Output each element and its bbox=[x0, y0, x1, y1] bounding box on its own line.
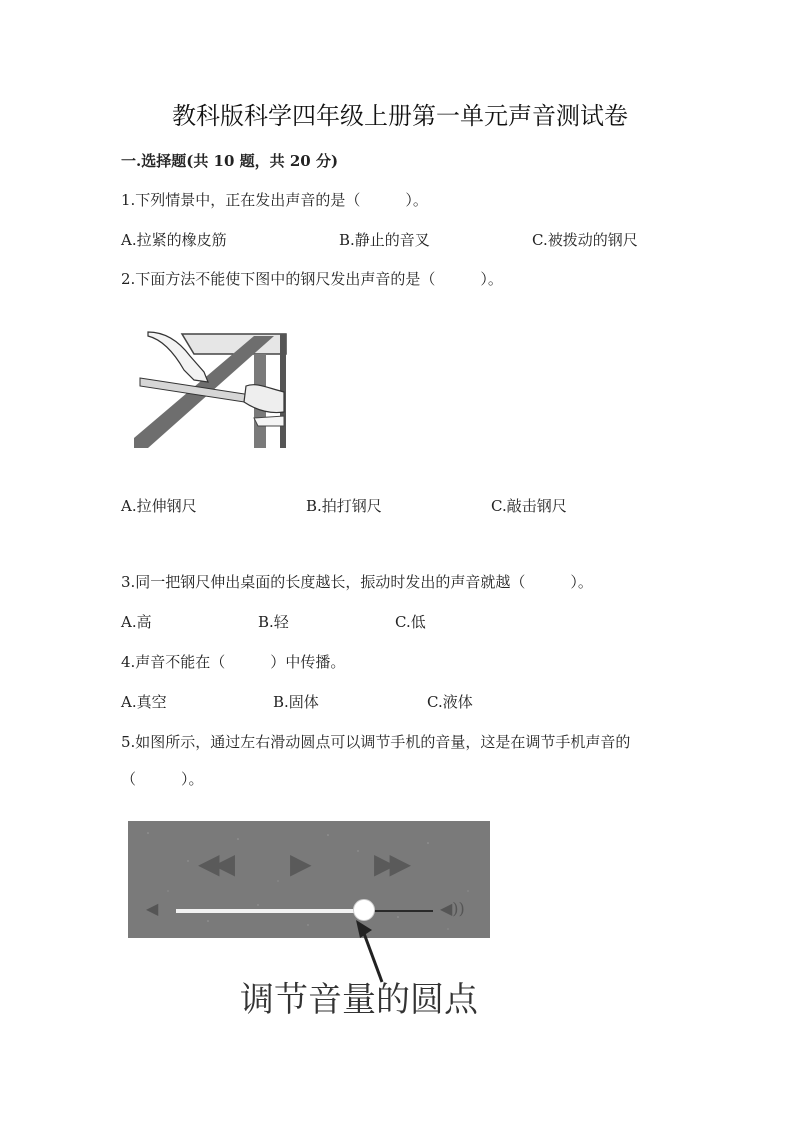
q1-option-a: A.拉紧的橡皮筋 bbox=[121, 231, 227, 249]
noise-texture bbox=[128, 821, 490, 938]
q3-option-b: B.轻 bbox=[258, 613, 289, 631]
question-5-continuation: （ ）。 bbox=[121, 770, 204, 788]
question-3: 3.同一把钢尺伸出桌面的长度越长，振动时发出的声音就越（ ）。 bbox=[121, 573, 593, 591]
question-1: 1.下列情景中，正在发出声音的是（ ）。 bbox=[121, 191, 428, 209]
volume-low-icon: ◀ bbox=[146, 899, 159, 918]
q3-option-a: A.高 bbox=[121, 613, 152, 631]
rewind-icon: ◀◀ bbox=[198, 847, 230, 880]
q4-option-a: A.真空 bbox=[121, 693, 167, 711]
q1-option-c: C.被拨动的钢尺 bbox=[532, 231, 638, 249]
ruler-on-table-figure bbox=[134, 326, 288, 448]
volume-slider-figure bbox=[128, 821, 490, 938]
q2-option-c: C.敲击钢尺 bbox=[491, 497, 567, 515]
q2-option-a: A.拉伸钢尺 bbox=[121, 497, 197, 515]
volume-high-icon: ◀)) bbox=[440, 899, 465, 918]
question-4: 4.声音不能在（ ）中传播。 bbox=[121, 653, 346, 671]
fast-forward-icon: ▶▶ bbox=[374, 847, 406, 880]
play-icon: ▶ bbox=[290, 847, 306, 880]
q4-option-c: C.液体 bbox=[427, 693, 473, 711]
q1-option-b: B.静止的音叉 bbox=[339, 231, 430, 249]
section-heading: 一.选择题(共 10 题，共 20 分) bbox=[121, 152, 339, 170]
q2-option-b: B.拍打钢尺 bbox=[306, 497, 382, 515]
question-2: 2.下面方法不能使下图中的钢尺发出声音的是（ ）。 bbox=[121, 270, 503, 288]
page-title: 教科版科学四年级上册第一单元声音测试卷 bbox=[172, 102, 628, 130]
question-5: 5.如图所示，通过左右滑动圆点可以调节手机的音量，这是在调节手机声音的 bbox=[121, 733, 631, 751]
q4-option-b: B.固体 bbox=[273, 693, 319, 711]
figure-caption: 调节音量的圆点 bbox=[240, 980, 478, 1020]
q3-option-c: C.低 bbox=[395, 613, 426, 631]
volume-track-filled bbox=[176, 909, 364, 913]
